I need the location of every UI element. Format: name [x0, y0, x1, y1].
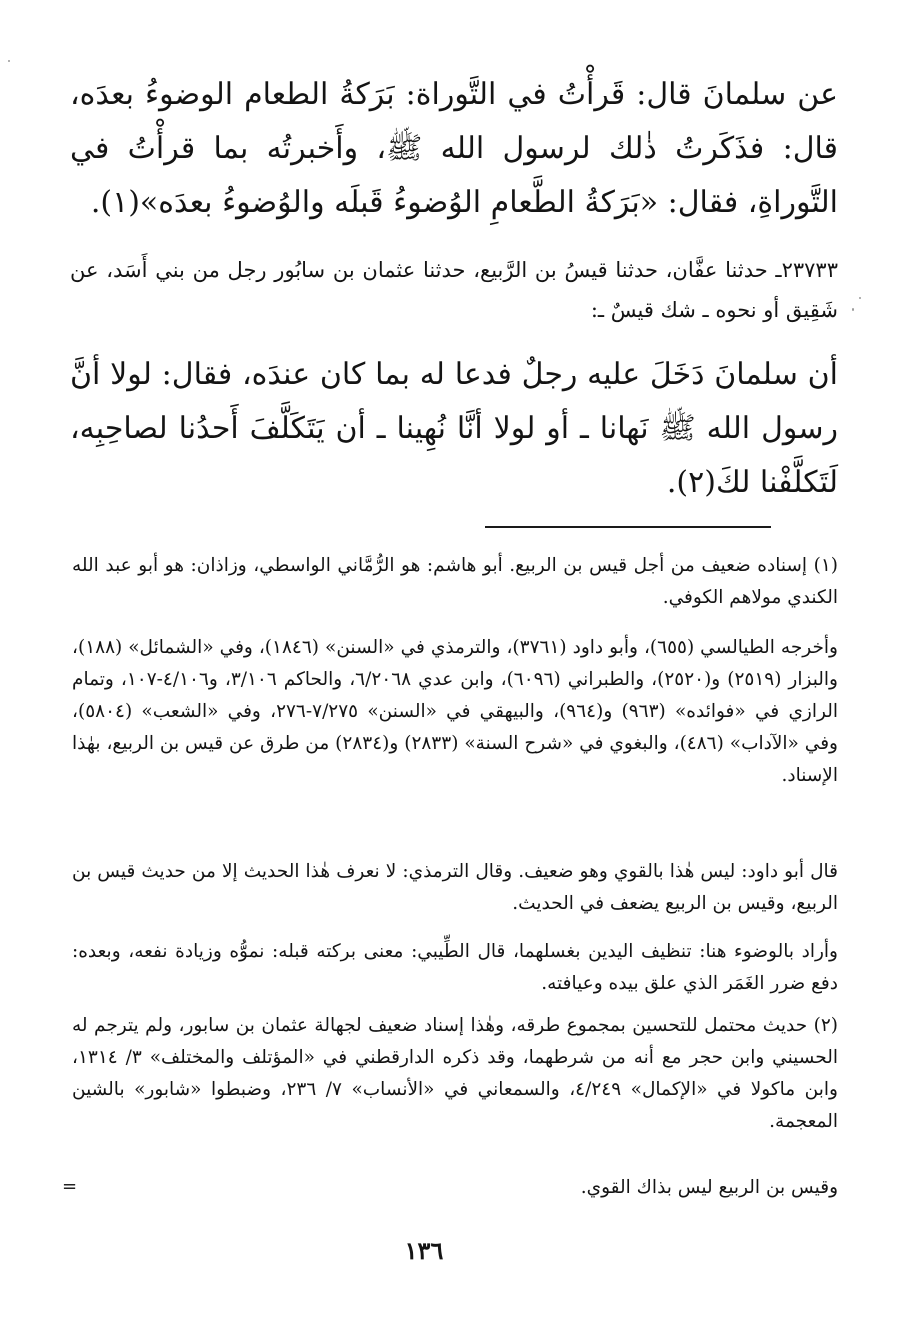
page-number: ١٣٦ — [404, 1236, 444, 1265]
main-paragraph-3: أن سلمانَ دَخَلَ عليه رجلٌ فدعا له بما كان عندَه، فقال: لولا أنَّ رسول الله ﷺ نَهانا ـ أو لولا أنَّا نُهِينا ـ أن يَتَكَلَّفَ أَحدُنا لصاحِبِه، لَتَكلَّفْنا لكَ(٢). — [70, 357, 838, 500]
main-paragraph-1: عن سلمانَ قال: قَرأْتُ في التَّوراة: بَرَكةُ الطعام الوضوءُ بعدَه، قال: فذَكَرتُ ذٰلك لرسول الله ﷺ، وأَخبرتُه بما قرأْتُ في التَّوراةِ، فقال: «بَرَكةُ الطَّعامِ الوُضوءُ قَبلَه والوُضوءُ بعدَه»(١). — [70, 77, 838, 220]
footnote-2-qays: وقيس بن الربيع ليس بذاك القوي. — [580, 1177, 838, 1198]
footnote-separator — [485, 526, 771, 528]
footnote-1-wudu-meaning: وأراد بالوضوء هنا: تنظيف اليدين بغسلهما، قال الطِّيبي: معنى بركته قبله: نموُّه وزيادة نفعه، وبعده: دفع ضرر الغَمَر الذي علق بيده وعيافته. — [72, 941, 838, 994]
continuation-mark: = — [62, 1176, 78, 1197]
footnote-1-sources: وأخرجه الطيالسي (٦٥٥)، وأبو داود (٣٧٦١)، والترمذي في «السنن» (١٨٤٦)، وفي «الشمائل» (١٨٨)، والبزار (٢٥١٩) و(٢٥٢٠)، والطبراني (٦٠٩٦)، وابن عدي ٦/٢٠٦٨، والحاكم ٣/١٠٦، و٤/١٠٦-١٠٧، وتمام الرازي في «فوائده» (٩٦٣) و(٩٦٤)، والبيهقي في «السنن» ٧/٢٧٥-٢٧٦، وفي «الشعب» (٥٨٠٤)، وفي «الآداب» (٤٨٦)، والبغوي في «شرح السنة» (٢٨٣٣) و(٢٨٣٤) من طرق عن قيس بن الربيع، بهٰذا الإسناد. — [72, 637, 838, 786]
scan-speck — [852, 308, 854, 311]
scan-speck — [8, 60, 10, 62]
footnote-1-abu-dawud: قال أبو داود: ليس هٰذا بالقوي وهو ضعيف. وقال الترمذي: لا نعرف هٰذا الحديث إلا من حديث قيس بن الربيع، وقيس بن الربيع يضعف في الحديث. — [72, 861, 838, 914]
footnote-2-main: (٢) حديث محتمل للتحسين بمجموع طرقه، وهٰذا إسناد ضعيف لجهالة عثمان بن سابور، ولم يترجم له الحسيني وابن حجر مع أنه من شرطهما، وقد ذكره الدارقطني في «المؤتلف والمختلف» ٣/ ١٣١٤، وابن ماكولا في «الإكمال» ٤/٢٤٩، والسمعاني في «الأنساب» ٧/ ٢٣٦، وضبطوا «شابور» بالشين المعجمة. — [72, 1015, 838, 1132]
footnote-1-intro: (١) إسناده ضعيف من أجل قيس بن الربيع. أبو هاشم: هو الرُّمَّاني الواسطي، وزاذان: هو أبو عبد الله الكندي مولاهم الكوفي. — [72, 555, 838, 608]
hadith-isnad-paragraph: ٢٣٧٣٣ـ حدثنا عفَّان، حدثنا قيسُ بن الرَّبيع، حدثنا عثمان بن سابُور رجل من بني أَسَد، عن شَقِيق أو نحوه ـ شك قيسٌ ـ: — [70, 258, 838, 322]
scan-speck — [859, 297, 861, 299]
